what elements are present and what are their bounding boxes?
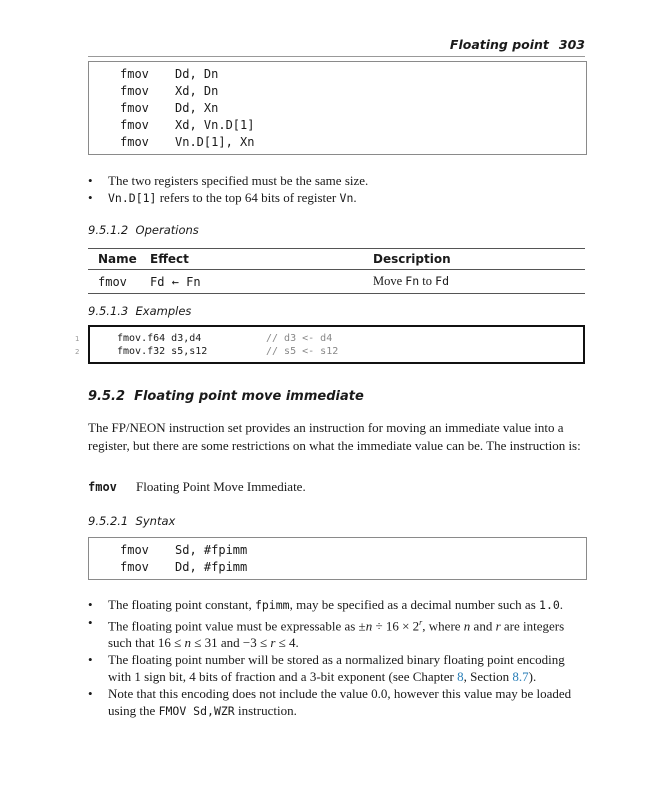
syntax-args: Vn.D[1], Xn (175, 135, 255, 149)
syntax-op: fmov (120, 543, 149, 557)
section-link[interactable]: 8.7 (512, 669, 529, 685)
running-title (450, 37, 585, 52)
code-comment: // d3 <- d4 (266, 333, 333, 344)
bullet-text: refers to the top 64 bits of register (156, 190, 340, 205)
syntax-args: Sd, #fpimm (175, 543, 248, 557)
bullet-text: . (559, 597, 564, 612)
inline-code: FMOV Sd,WZR (158, 704, 235, 719)
inline-code: Fd (435, 274, 449, 288)
syntax-op: fmov (120, 101, 149, 115)
column-header: Effect (140, 249, 363, 270)
bullet-text: . (353, 190, 357, 205)
list-item (88, 172, 588, 189)
inline-code: 1.0 (539, 598, 560, 612)
bullet-text: The floating point value must be expressable as ± (108, 618, 366, 634)
list-item (88, 189, 588, 207)
inline-code: Fn (405, 274, 420, 288)
list-item (88, 651, 588, 685)
table-cell: Fd ← Fn (140, 270, 363, 294)
math-variable: n (365, 618, 373, 634)
code-line: fmov.f64 d3,d4 (117, 333, 202, 344)
math-variable: r (495, 618, 501, 634)
math-variable: n (463, 618, 471, 634)
table-header-row (88, 249, 585, 270)
chapter-link[interactable]: 8 (457, 669, 464, 685)
examples-heading: 9.5.1.3 Examples (88, 304, 192, 318)
code-comment: // s5 <- s12 (266, 346, 339, 357)
bullet-text: ). (528, 669, 537, 685)
inline-code: Vn (339, 191, 354, 205)
list-item (88, 685, 588, 720)
bullet-list (88, 172, 588, 207)
line-number: 1 (75, 335, 80, 343)
table-row (88, 270, 585, 294)
table-cell (363, 270, 585, 294)
bullet-text: are integers such that 16 ≤ (108, 618, 565, 651)
syntax-op: fmov (120, 118, 149, 132)
bullet-text: , may be specified as a decimal number such as (289, 597, 540, 612)
inline-code: Vn.D[1] (108, 191, 157, 205)
bullet-text: , where (422, 618, 464, 634)
paragraph: The FP/NEON instruction set provides an instruction for moving an immediate value into a register, but there are some restrictions on what the immediate value can be. The instruction is: (88, 420, 581, 453)
syntax-box (88, 61, 587, 155)
syntax-op: fmov (120, 67, 149, 81)
cell-text: Move (373, 274, 406, 288)
bullet-text: The floating point number will be stored as a normalized binary floating point encoding with 1 sign bit, 4 bits of fraction and a 3-bit exponent (see Chapter (108, 652, 565, 685)
syntax-heading: 9.5.2.1 Syntax (88, 514, 176, 528)
syntax-args: Dd, #fpimm (175, 560, 248, 574)
syntax-args: Xd, Vn.D[1] (175, 118, 255, 132)
operations-table (88, 248, 585, 294)
math-variable: n (184, 635, 191, 651)
header-title: Floating point (449, 37, 549, 52)
bullet-text: and (470, 618, 496, 634)
definition-description: Floating Point Move Immediate. (136, 479, 306, 494)
syntax-args: Xd, Dn (175, 84, 219, 98)
bullet-text: The two registers specified must be the same size. (108, 173, 369, 188)
bullet-text: ÷ 16 × 2 (372, 618, 420, 634)
syntax-box (88, 537, 587, 580)
column-header: Name (88, 249, 140, 270)
code-line: fmov.f32 s5,s12 (117, 346, 208, 357)
definition-term: fmov (88, 480, 117, 494)
syntax-args: Dd, Xn (175, 101, 219, 115)
bullet-text: instruction. (234, 703, 297, 719)
bullet-text: The floating point constant, (108, 597, 255, 612)
syntax-op: fmov (120, 135, 149, 149)
bullet-text: ≤ 4. (275, 635, 299, 651)
bullet-list (88, 596, 588, 720)
syntax-args: Dd, Dn (175, 67, 219, 81)
math-variable: r (270, 635, 276, 651)
bullet-text: , Section (463, 669, 513, 685)
definition-list (88, 478, 306, 496)
cell-text: to (419, 274, 436, 288)
syntax-op: fmov (120, 560, 149, 574)
operations-heading: 9.5.1.2 Operations (88, 223, 199, 237)
math-variable: r (419, 618, 423, 627)
bullet-text: Note that this encoding does not include the value 0.0, however this value may be loaded using the (108, 686, 572, 719)
inline-code: fpimm (254, 598, 290, 612)
column-header: Description (363, 249, 585, 270)
list-item (88, 614, 588, 651)
list-item (88, 596, 588, 614)
code-example-box (88, 325, 585, 364)
table-cell: fmov (88, 270, 140, 294)
section-heading: 9.5.2 Floating point move immediate (88, 389, 364, 404)
page-number: 303 (558, 37, 585, 52)
bullet-text: ≤ 31 and −3 ≤ (190, 635, 271, 651)
syntax-op: fmov (120, 84, 149, 98)
line-number: 2 (75, 348, 80, 356)
page-header (88, 36, 585, 57)
